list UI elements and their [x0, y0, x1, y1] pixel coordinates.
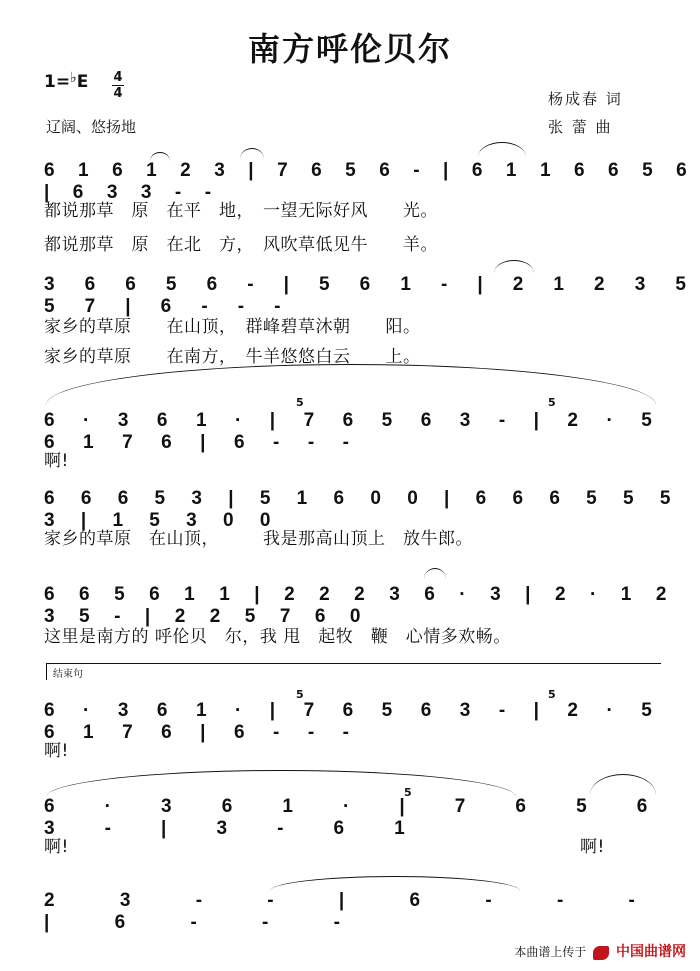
lyric-row-7-left: 啊! [44, 837, 69, 857]
notation-row-7: 6 · 3 6 1 · | 7 6 5 6 3 - | 3 - 6 1 [44, 796, 670, 839]
lyric-row-5: 这里是南方的 呼伦贝 尔，我 甩 起牧 鞭 心情多欢畅。 [44, 627, 511, 647]
lyric-row-3: 啊! [44, 451, 69, 471]
flat-sign: ♭ [70, 70, 77, 86]
slur [494, 260, 534, 273]
footer-upload-text: 本曲谱上传于 [514, 945, 587, 959]
time-signature-bottom: 4 [113, 86, 123, 101]
notation-row-6: 6 · 3 6 1 · | 7 6 5 6 3 - | 2 · 5 6 1 7 6 | 6 - - - [44, 700, 664, 743]
site-name: 中国曲谱网 [616, 944, 686, 960]
slur [424, 568, 446, 579]
lyric-row-1-verse-2: 都说那草 原 在北 方， 风吹草低见牛 羊。 [44, 235, 438, 255]
lyric-row-6: 啊! [44, 741, 69, 761]
lyric-row-1-verse-1: 都说那草 原 在平 地， 一望无际好风 光。 [44, 201, 438, 221]
composer-credit: 张 蕾 曲 [548, 118, 613, 136]
lyricist-credit: 杨成春 词 [548, 90, 623, 108]
slur [478, 142, 526, 157]
slur [150, 152, 170, 161]
tie [270, 876, 520, 891]
key-prefix: 1= [44, 72, 71, 92]
time-signature-top: 4 [113, 70, 123, 85]
song-title: 南方呼伦贝尔 [247, 30, 452, 68]
notation-row-4: 6 6 6 5 3 | 5 1 6 0 0 | 6 6 6 5 5 5 3 | 1 5 3 0 0 [44, 488, 681, 531]
lyric-row-2-verse-1: 家乡的草原 在山顶， 群峰碧草沐朝 阳。 [44, 317, 421, 337]
time-signature [112, 70, 124, 101]
notation-row-2: 3 6 6 5 6 - | 5 6 1 - | 2 1 2 3 5 5 7 | 6 - - - [44, 274, 699, 317]
phrase-slur [46, 364, 656, 405]
grace-note: 5 [548, 688, 556, 701]
key-tone: E [76, 72, 89, 92]
ending-bracket [46, 663, 661, 680]
grace-note: 5 [296, 396, 304, 409]
notation-row-5: 6 6 5 6 1 1 | 2 2 2 3 6 · 3 | 2 · 1 2 3 5 - | 2 2 5 7 6 0 [44, 584, 677, 627]
lyric-row-7-right: 啊! [580, 837, 605, 857]
grace-note: 5 [404, 786, 412, 799]
notation-row-1: 6 1 6 1 2 3 | 7 6 5 6 - | 6 1 1 6 6 5 6 | 6 3 3 - - [44, 160, 696, 203]
lyric-row-4: 家乡的草原 在山顶， 我是那高山顶上 放牛郎。 [44, 529, 473, 549]
lyric-row-2-verse-2: 家乡的草原 在南方， 牛羊悠悠白云 上。 [44, 347, 421, 367]
notation-row-3: 6 · 3 6 1 · | 7 6 5 6 3 - | 2 · 5 6 1 7 6 | 6 - - - [44, 410, 664, 453]
key-signature [44, 72, 88, 92]
tempo-marking: 辽阔、悠扬地 [46, 118, 137, 136]
grace-note: 5 [296, 688, 304, 701]
footer [514, 941, 686, 961]
site-logo-icon [593, 946, 609, 960]
notation-row-8: 2 3 - - | 6 - - - | 6 - - - [44, 890, 665, 933]
slur [240, 148, 264, 159]
phrase-slur [46, 770, 516, 797]
phrase-slur [590, 774, 656, 795]
grace-note: 5 [548, 396, 556, 409]
ending-label: 结束句 [53, 669, 83, 680]
